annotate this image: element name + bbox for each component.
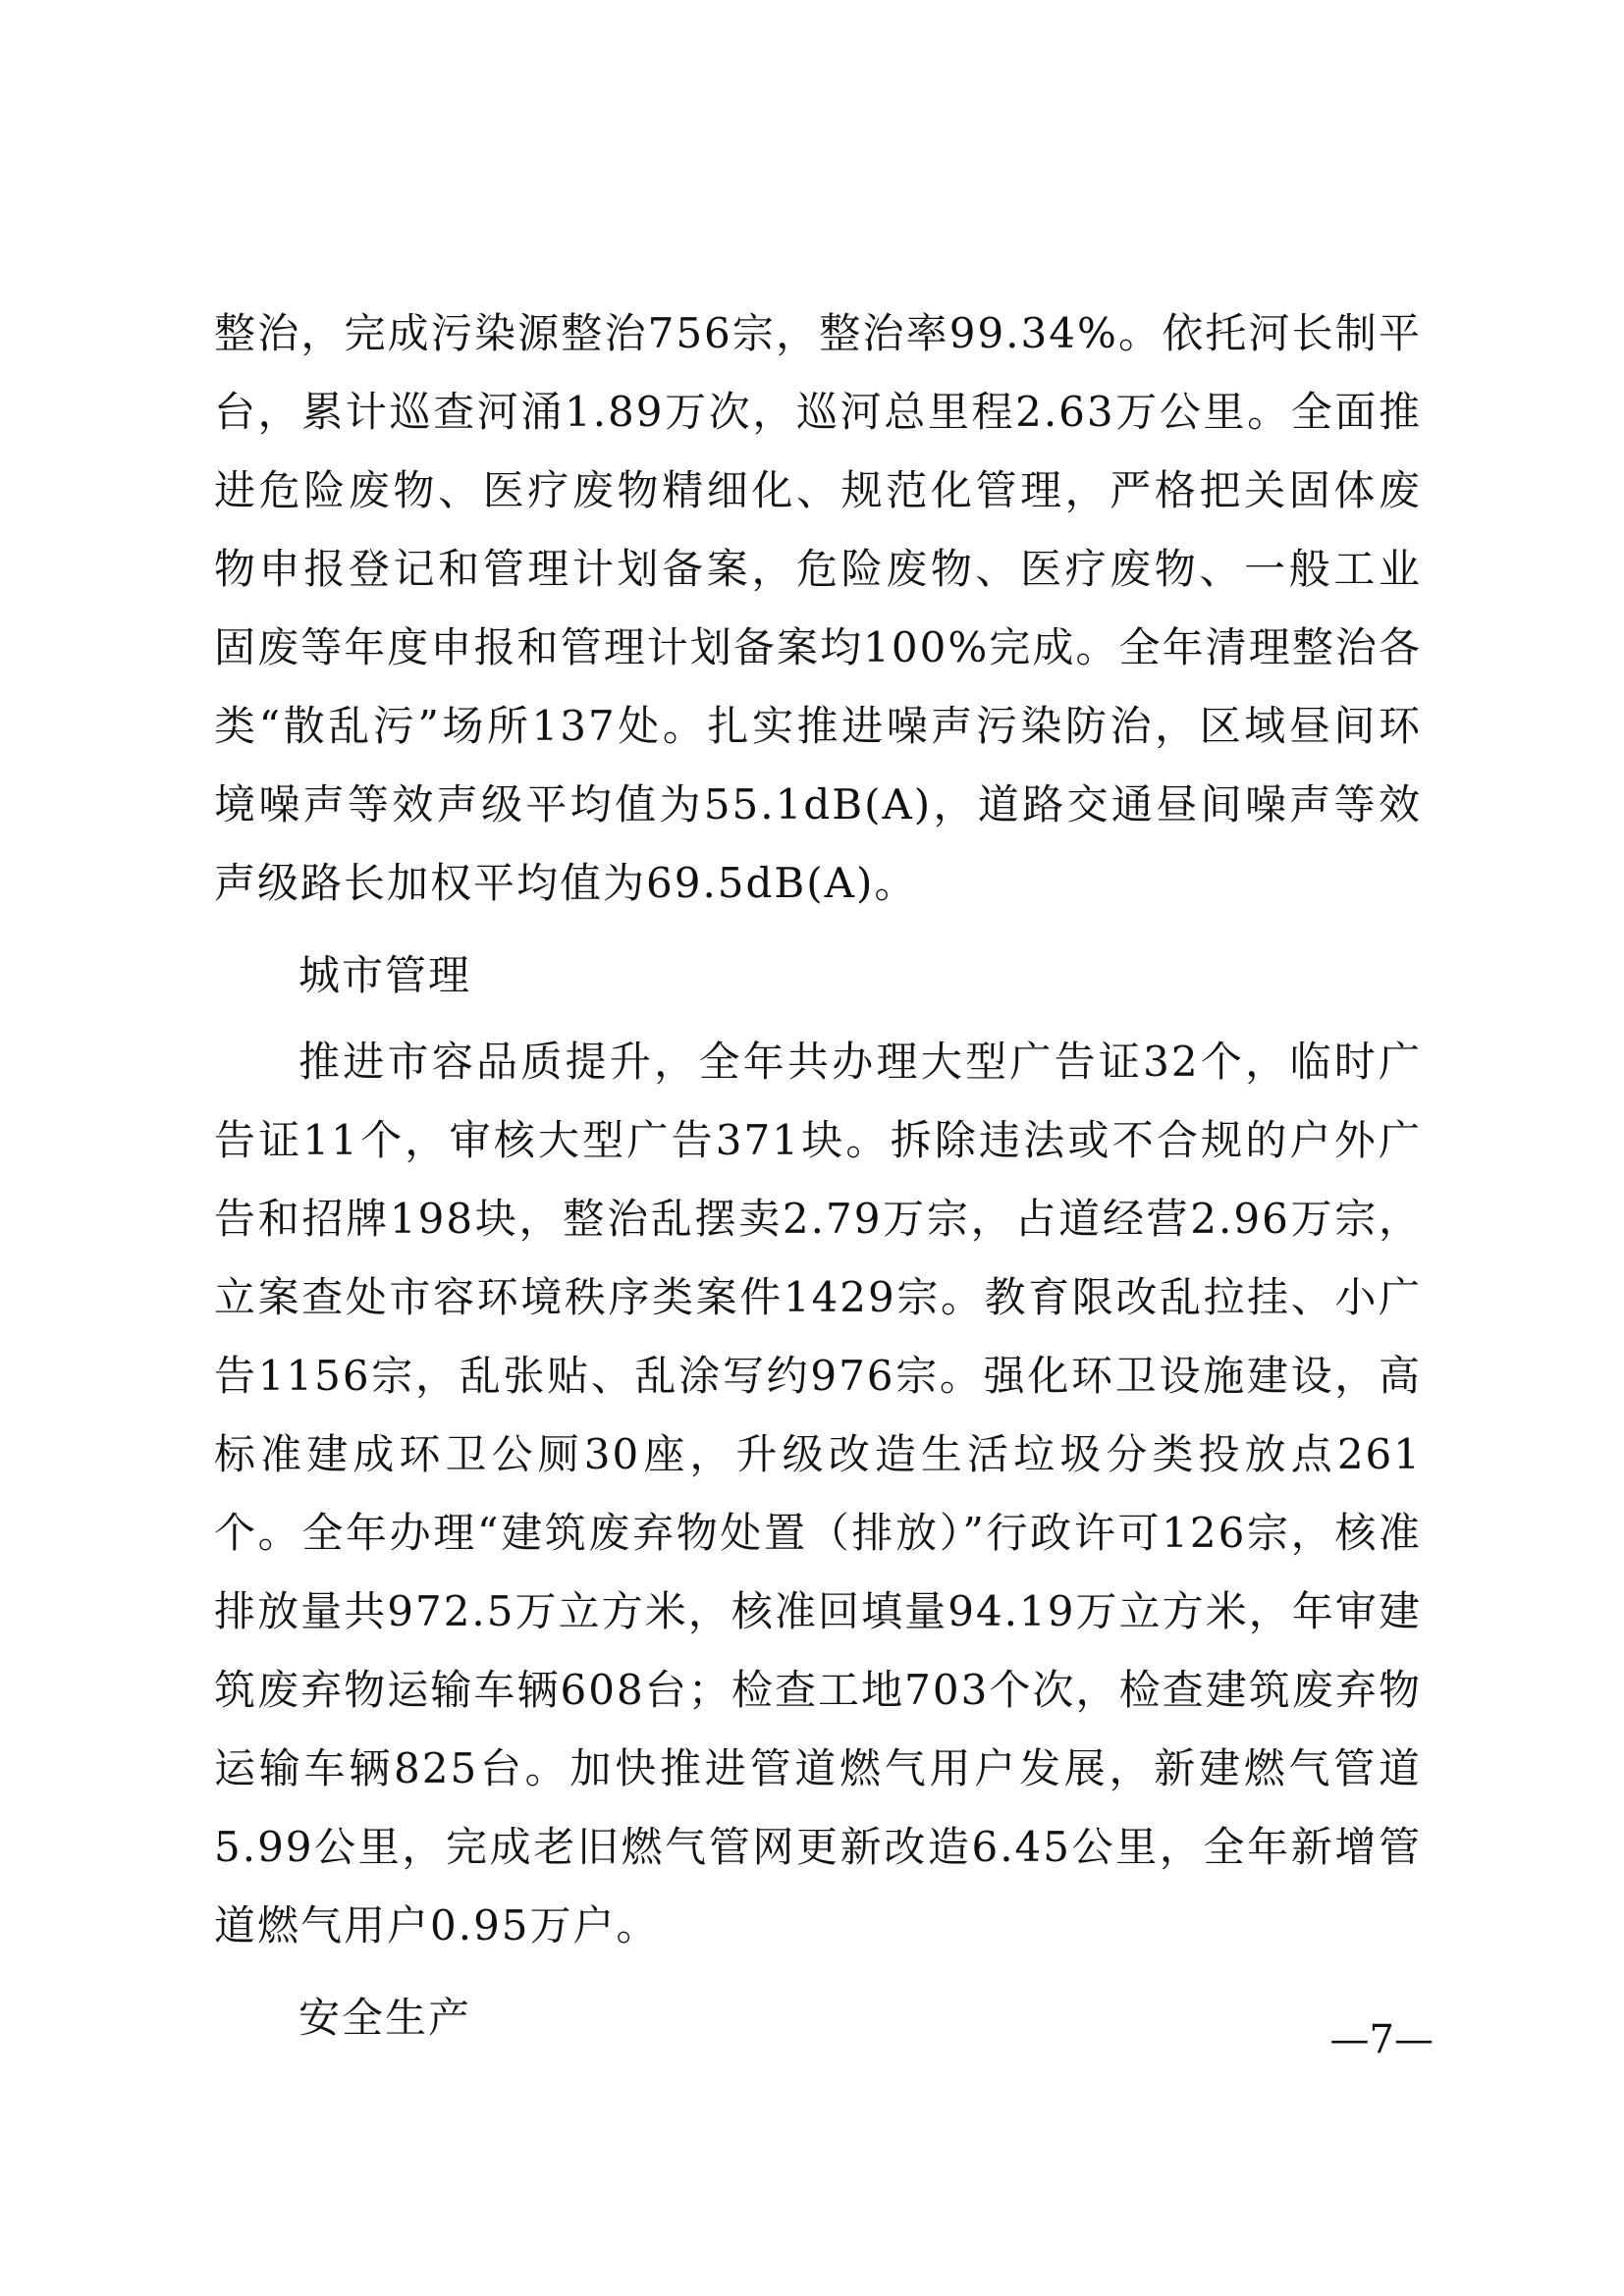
page-number: —7— <box>1329 2017 1434 2062</box>
document-body <box>214 294 1422 2065</box>
section-heading-urban-management: 城市管理 <box>298 951 472 999</box>
section-heading-work-safety: 安全生产 <box>298 1994 472 2042</box>
paragraph-urban-management: 推进市容品质提升，全年共办理大型广告证32个，临时广告证11个，审核大型广告371块。拆除违法或不合规的户外广告和招牌198块，整治乱摆卖2.79万宗，占道经营2.96万宗，立案查处市容环境秩序类案件1429宗。教育限改乱拉挂、小广告1156宗，乱张贴、乱涂写约976宗。强化环卫设施建设，高标准建成环卫公厕30座，升级改造生活垃圾分类投放点261个。全年办理“建筑废弃物处置（排放）”行政许可126宗，核准排放量共972.5万立方米，核准回填量94.19万立方米，年审建筑废弃物运输车辆608台；检查工地703个次，检查建筑废弃物运输车辆825台。加快推进管道燃气用户发展，新建燃气管道5.99公里，完成老旧燃气管网更新改造6.45公里，全年新增管道燃气用户0.95万户。 <box>214 1038 1422 1949</box>
paragraph-environment: 整治，完成污染源整治756宗，整治率99.34%。依托河长制平台，累计巡查河涌1.89万次，巡河总里程2.63万公里。全面推进危险废物、医疗废物精细化、规范化管理，严格把关固体废物申报登记和管理计划备案，危险废物、医疗废物、一般工业固废等年度申报和管理计划备案均100%完成。全年清理整治各类“散乱污”场所137处。扎实推进噪声污染防治，区域昼间环境噪声等效声级平均值为55.1dB(A)，道路交通昼间噪声等效声级路长加权平均值为69.5dB(A)。 <box>214 309 1422 907</box>
